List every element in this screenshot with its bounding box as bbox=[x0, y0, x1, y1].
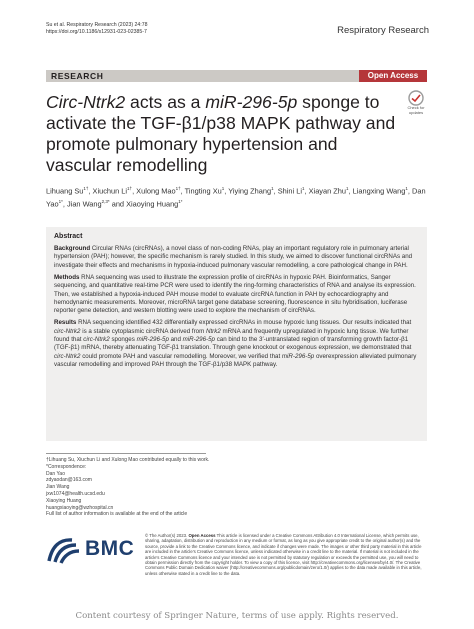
author-separator: , bbox=[180, 186, 185, 196]
author-name: Shini Li bbox=[277, 186, 302, 196]
results-text: circ-Ntrk2 bbox=[54, 352, 81, 360]
corresponding-author-email[interactable]: zdyaodan@163.com bbox=[46, 477, 92, 484]
methods-text: RNA sequencing was used to illustrate the expression profile of circRNAs in hypoxic PAH. Bioinformatics, Sanger sequencing, and quantitative real-time PCR were used to identify the ring-forming characteristics of RNA and analyse its expression. Then, we established a hypoxia-induced PAH mouse model to evaluate circRNA function in PAH by echocardiography and hemodynamic measurements. Moreover, microRNA target gene database screening, fluorescence in situ hybridisation, luciferase reporter gene detection, and western blotting were used to explore the mechanism of circRNAs. bbox=[54, 273, 416, 315]
author-name: Liangxing Wang bbox=[352, 186, 406, 196]
article-title bbox=[46, 92, 401, 176]
correspondence-label: *Correspondence: bbox=[46, 463, 87, 470]
author-affiliation: 1 bbox=[271, 186, 274, 191]
author-affiliation: 1 bbox=[302, 186, 305, 191]
license-statement bbox=[145, 533, 427, 576]
corresponding-author-name: Jian Wang bbox=[46, 484, 70, 491]
abstract-results bbox=[54, 319, 422, 369]
author-name: Xiayan Zhu bbox=[308, 186, 347, 196]
author-list bbox=[46, 183, 428, 210]
results-text: mRNA and frequently upregulated in hypoxic lung tissue. We further found that bbox=[54, 327, 409, 344]
author-name: Tingting Xu bbox=[184, 186, 222, 196]
author-affiliation: 1* bbox=[58, 199, 63, 205]
author-affiliation: 1* bbox=[178, 199, 183, 205]
author-separator: , bbox=[348, 186, 353, 196]
open-access-badge: Open Access bbox=[359, 70, 427, 82]
header-doi-link[interactable]: https://doi.org/10.1186/s12931-023-02385-7 bbox=[46, 29, 147, 35]
results-text: Ntrk2 bbox=[205, 327, 221, 335]
corresponding-author-name: Dan Yao bbox=[46, 470, 65, 477]
results-text: sponges bbox=[109, 336, 137, 344]
author-footnotes bbox=[46, 453, 210, 518]
author-separator: , bbox=[88, 186, 93, 196]
author-info-note: Full list of author information is available at the end of the article bbox=[46, 511, 188, 518]
corresponding-author-email[interactable]: huangxiaoying@wzhospital.cn bbox=[46, 504, 114, 511]
section-banner bbox=[46, 70, 427, 82]
title-part: sponge to activate the TGF-β1/p38 MAPK pathway and promote pulmonary hypertension and vascular remodelling bbox=[46, 92, 396, 175]
license-lead: © The Author(s) 2023. bbox=[145, 533, 189, 538]
methods-label: Methods bbox=[54, 273, 80, 281]
results-text: is a stable cytoplasmic circRNA derived from bbox=[80, 327, 206, 335]
results-text: miR-296-5p bbox=[136, 336, 169, 344]
abstract-heading: Abstract bbox=[54, 233, 83, 240]
check-updates-icon bbox=[408, 90, 424, 106]
background-text: Circular RNAs (circRNAs), a novel class of non-coding RNAs, play an important regulatory role in pulmonary arterial hypertension (PAH); however, the specific mechanism is rarely studied. In this study, we aimed to discover functional circRNAs and investigate their effects and mechanisms in hypoxia-induced pulmonary vascular remodelling, a core pathological change in PAH. bbox=[54, 245, 413, 269]
results-text: can bind to the 3′-untranslated region of transforming growth factor-β1 (TGF-β1) mRNA, thereby attenuating TGF-β1 translation. Through gene knockout or exogenous expression, we demonstrated that bbox=[54, 336, 412, 352]
author-affiliation: 1 bbox=[405, 186, 408, 191]
author-name: Yiying Zhang bbox=[228, 186, 272, 196]
bmc-logo-mark-icon bbox=[46, 536, 82, 564]
results-text: miR-296-5p bbox=[182, 336, 215, 344]
bmc-logo-text: BMC bbox=[85, 537, 135, 560]
header-citation: Su et al. Respiratory Research (2023) 24:78 bbox=[46, 22, 148, 28]
results-text: and bbox=[168, 336, 183, 344]
background-label: Background bbox=[54, 245, 91, 252]
author-affiliation: 1† bbox=[127, 186, 133, 191]
author-name: Xiaoying Huang bbox=[126, 199, 179, 209]
author-name: Xiuchun Li bbox=[92, 186, 128, 196]
check-for-updates-badge[interactable] bbox=[405, 90, 427, 115]
results-text: could promote PAH and vascular remodelling. Moreover, we verified that bbox=[80, 352, 282, 360]
author-affiliation: 1 bbox=[346, 186, 349, 191]
abstract-background bbox=[54, 245, 422, 270]
title-part: acts as a bbox=[125, 92, 206, 112]
header-citation-block bbox=[46, 22, 148, 36]
abstract-box bbox=[46, 227, 427, 441]
title-part: Circ-Ntrk2 bbox=[46, 92, 126, 112]
corresponding-author-name: Xiaoying Huang bbox=[46, 497, 82, 504]
author-affiliation: 2,3* bbox=[101, 199, 110, 205]
author-name: Dan Yao bbox=[46, 186, 426, 209]
results-text: RNA sequencing identified 432 differentially expressed circRNAs in mouse hypoxic lung tissues. Our results indicated that bbox=[78, 319, 412, 327]
results-text: overexpression alleviated pulmonary vascular remodelling and improved PAH through the TGF-β1/p38 MAPK pathway. bbox=[54, 352, 417, 369]
author-separator: , bbox=[62, 199, 67, 209]
author-affiliation: 1† bbox=[175, 186, 181, 191]
author-separator: , bbox=[407, 186, 412, 196]
author-affiliation: 1† bbox=[83, 186, 89, 191]
check-updates-text bbox=[405, 106, 427, 115]
license-body: This article is licensed under a Creative Commons Attribution 4.0 International License, which permits use, sharing, adaptation, distribution and reproduction in any medium or format, as long as you give appropriate credit to the original author(s) and the source, provide a link to the Creative Commons licence, and indicate if changes were made. The images or other third party material in this article are included in the article's Creative Commons licence, unless indicated otherwise in a credit line to the material. If material is not included in the article's Creative Commons licence and your intended use is not permitted by statutory regulation or exceeds the permitted use, you will need to obtain permission directly from the copyright holder. To view a copy of this licence, visit http://creativecommons.org/licenses/by/4.0/. The Creative Commons Public Domain Dedication waiver (http://creativecommons.org/publicdomain/zero/1.0/) applies to the data made available in this article, unless otherwise stated in a credit line to the data. bbox=[145, 533, 422, 576]
author-separator: , bbox=[224, 186, 229, 196]
title-part: miR-296-5p bbox=[205, 92, 298, 112]
results-label: Results bbox=[54, 319, 77, 327]
results-text: circ-Ntrk2 bbox=[54, 327, 81, 335]
section-label: RESEARCH bbox=[51, 71, 104, 81]
check-updates-line1: Check for bbox=[407, 105, 425, 110]
author-affiliation: 1 bbox=[221, 186, 225, 191]
corresponding-author-email[interactable]: jxw1074@health.ucsd.edu bbox=[46, 490, 105, 497]
equal-contribution-note: †Lihuang Su, Xiuchun Li and Xulong Mao contributed equally to this work. bbox=[46, 457, 210, 463]
results-text: miR-296-5p bbox=[281, 352, 315, 360]
author-separator: and bbox=[109, 199, 127, 209]
license-open-access: Open Access bbox=[188, 533, 216, 538]
journal-name: Respiratory Research bbox=[337, 25, 429, 36]
abstract-body bbox=[54, 245, 422, 373]
author-separator: , bbox=[132, 186, 137, 196]
author-separator: , bbox=[273, 186, 278, 196]
author-separator: , bbox=[304, 186, 309, 196]
courtesy-notice: Content courtesy of Springer Nature, terms of use apply. Rights reserved. bbox=[75, 611, 399, 621]
check-updates-line2: updates bbox=[408, 109, 424, 115]
bmc-logo bbox=[46, 536, 136, 564]
author-name: Lihuang Su bbox=[46, 186, 84, 196]
results-text: circ-Ntrk2 bbox=[83, 336, 110, 344]
author-name: Xulong Mao bbox=[136, 186, 176, 196]
author-name: Jian Wang bbox=[66, 199, 102, 209]
abstract-methods bbox=[54, 274, 422, 316]
